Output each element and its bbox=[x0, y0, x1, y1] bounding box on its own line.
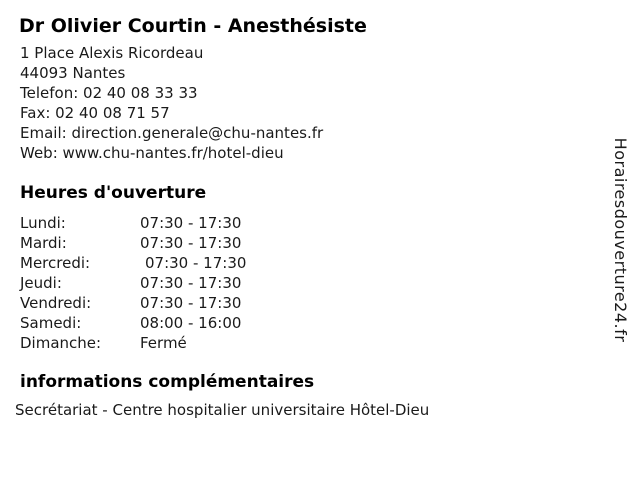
hours-row bbox=[20, 213, 246, 233]
day-hours: 08:00 - 16:00 bbox=[140, 314, 242, 332]
hours-row bbox=[20, 333, 246, 353]
opening-hours-table bbox=[20, 213, 246, 353]
email-line: Email: direction.generale@chu-nantes.fr bbox=[20, 124, 324, 142]
day-label: Mardi: bbox=[20, 234, 67, 252]
hours-row bbox=[20, 313, 246, 333]
day-label: Dimanche: bbox=[20, 334, 102, 352]
day-hours: 07:30 - 17:30 bbox=[140, 234, 242, 252]
address-line-2: 44093 Nantes bbox=[20, 64, 126, 82]
page-title: Dr Olivier Courtin - Anesthésiste bbox=[19, 15, 367, 37]
fax-line: Fax: 02 40 08 71 57 bbox=[20, 104, 170, 122]
day-label: Mercredi: bbox=[20, 254, 91, 272]
contact-info bbox=[20, 43, 323, 163]
day-hours: 07:30 - 17:30 bbox=[140, 274, 242, 292]
day-label: Vendredi: bbox=[20, 294, 92, 312]
address-line-1: 1 Place Alexis Ricordeau bbox=[20, 44, 204, 62]
hours-row bbox=[20, 273, 246, 293]
web-line: Web: www.chu-nantes.fr/hotel-dieu bbox=[20, 144, 284, 162]
additional-info-text: Secrétariat - Centre hospitalier universitaire Hôtel-Dieu bbox=[15, 401, 430, 419]
phone-line: Telefon: 02 40 08 33 33 bbox=[20, 84, 198, 102]
day-label: Jeudi: bbox=[20, 274, 62, 292]
additional-info-heading: informations complémentaires bbox=[20, 372, 315, 392]
hours-row bbox=[20, 293, 246, 313]
day-label: Lundi: bbox=[20, 214, 66, 232]
day-label: Samedi: bbox=[20, 314, 82, 332]
day-hours: 07:30 - 17:30 bbox=[140, 294, 242, 312]
watermark-vertical-text: Horairesdouverture24.fr bbox=[611, 137, 630, 343]
hours-row bbox=[20, 253, 246, 273]
day-hours: 07:30 - 17:30 bbox=[145, 254, 247, 272]
hours-row bbox=[20, 233, 246, 253]
day-hours: 07:30 - 17:30 bbox=[140, 214, 242, 232]
day-hours: Fermé bbox=[140, 334, 187, 352]
hours-section-heading: Heures d'ouverture bbox=[20, 183, 207, 203]
